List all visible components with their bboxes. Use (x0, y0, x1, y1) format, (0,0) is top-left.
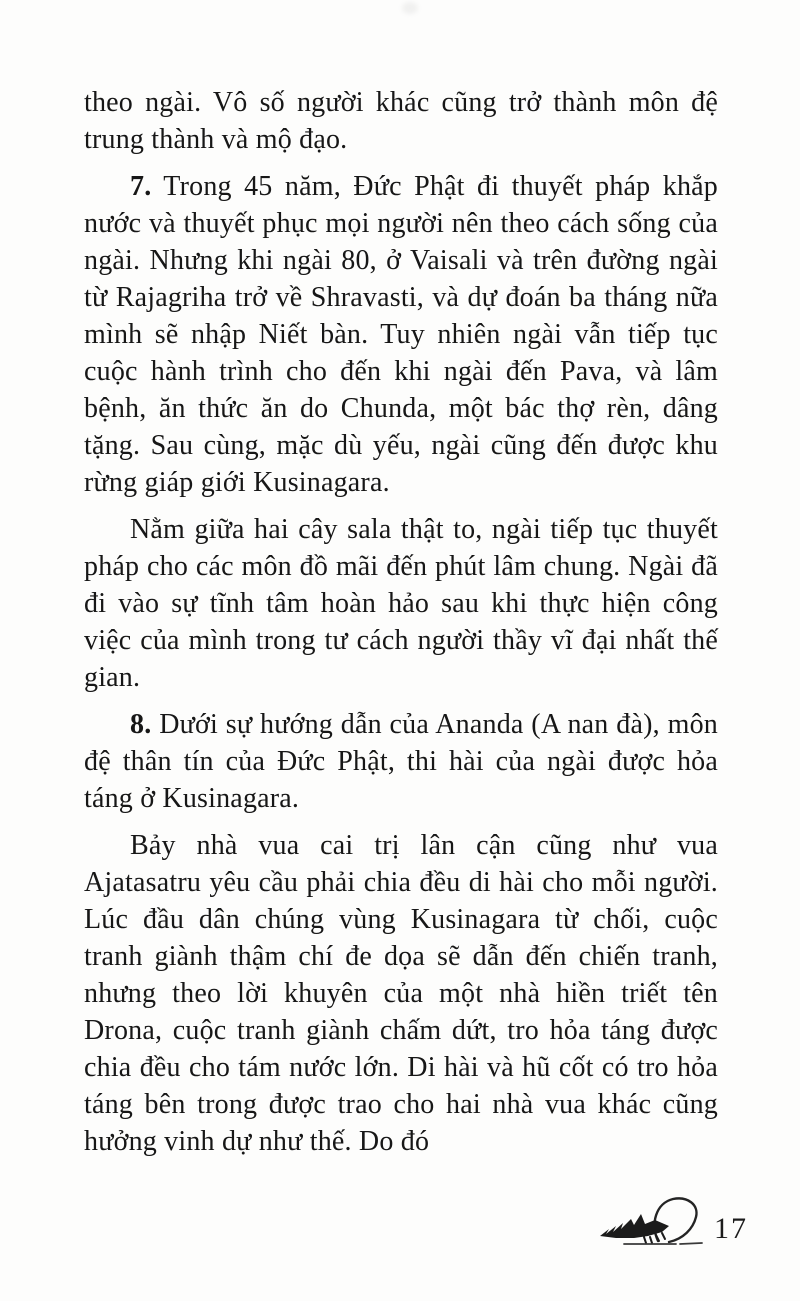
ink-sketch-ornament-icon (598, 1194, 710, 1246)
paragraph-text: theo ngài. Vô số người khác cũng trở thành môn đệ trung thành và mộ đạo. (84, 87, 718, 155)
paragraph-seven-kings (84, 827, 718, 1160)
paragraph-continuation (84, 84, 718, 158)
paragraph-text: Trong 45 năm, Đức Phật đi thuyết pháp khắp nước và thuyết phục mọi người nên theo cách sống của ngài. Nhưng khi ngài 80, ở Vaisali và trên đường ngài từ Rajagriha trở về Shravasti, và dự đoán ba tháng nữa mình sẽ nhập Niết bàn. Tuy nhiên ngài vẫn tiếp tục cuộc hành trình cho đến khi ngài đến Pava, và lâm bệnh, ăn thức ăn do Chunda, một bác thợ rèn, dâng tặng. Sau cùng, mặc dù yếu, ngài cũng đến được khu rừng giáp giới Kusinagara. (84, 171, 718, 498)
page-text-block (84, 84, 718, 1170)
paragraph-8 (84, 706, 718, 817)
page-number: 17 (714, 1212, 748, 1245)
paragraph-7 (84, 168, 718, 501)
page-footer (598, 1190, 758, 1246)
paragraph-text: Bảy nhà vua cai trị lân cận cũng như vua Ajatasatru yêu cầu phải chia đều di hài cho mỗi người. Lúc đầu dân chúng vùng Kusinagara từ chối, cuộc tranh giành thậm chí đe dọa sẽ dẫn đến chiến tranh, nhưng theo lời khuyên của một nhà hiền triết tên Drona, cuộc tranh giành chấm dứt, tro hỏa táng được chia đều cho tám nước lớn. Di hài và hũ cốt có tro hỏa táng bên trong được trao cho hai nhà vua khác cũng hưởng vinh dự như thế. Do đó (84, 830, 718, 1157)
paragraph-text: Nằm giữa hai cây sala thật to, ngài tiếp tục thuyết pháp cho các môn đồ mãi đến phút lâm chung. Ngài đã đi vào sự tĩnh tâm hoàn hảo sau khi thực hiện công việc của mình trong tư cách người thầy vĩ đại nhất thế gian. (84, 514, 718, 693)
paragraph-number: 7. (130, 171, 152, 202)
scan-smudge-artifact (402, 2, 418, 14)
paragraph-sala-trees (84, 511, 718, 696)
paragraph-text: Dưới sự hướng dẫn của Ananda (A nan đà), môn đệ thân tín của Đức Phật, thi hài của ngài được hỏa táng ở Kusinagara. (84, 709, 718, 814)
paragraph-number: 8. (130, 709, 152, 740)
